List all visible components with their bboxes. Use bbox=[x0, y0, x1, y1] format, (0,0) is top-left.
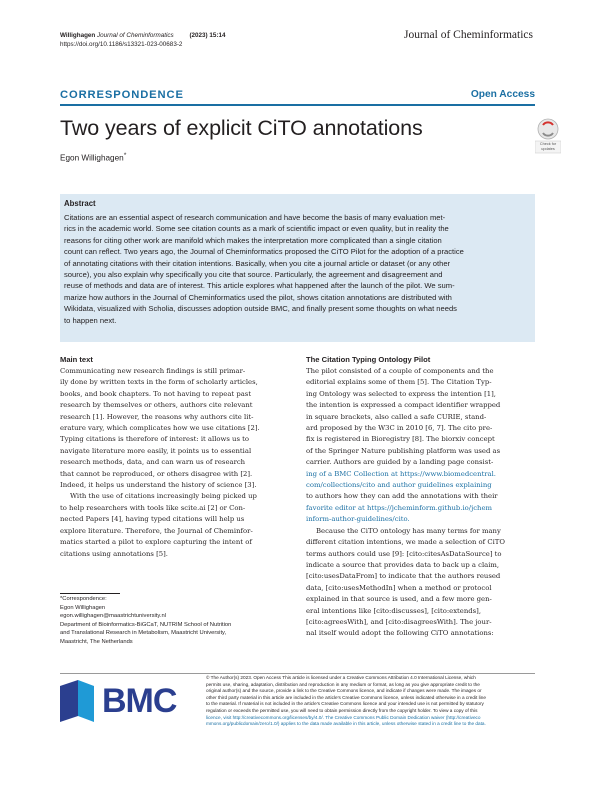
section-rule bbox=[60, 104, 535, 106]
body-line: ily done by written texts in the form of scholarly articles, bbox=[60, 378, 258, 387]
body-line: of the Springer Nature publishing platform was used as bbox=[306, 446, 501, 455]
abstract-line: marize how authors in the Journal of Cheminformatics used the pilot, shows citation annotations are distributed with bbox=[64, 292, 452, 302]
body-line: With the use of citations increasingly being picked up bbox=[70, 492, 257, 501]
main-text-heading: Main text bbox=[60, 355, 93, 364]
section-label: CORRESPONDENCE bbox=[60, 89, 184, 101]
body-line-link[interactable]: inform-author-guidelines/cito. bbox=[306, 515, 410, 524]
abstract-line: source), you also explain why specifically you cite that source. Particularly, the agreement and disagreement and bbox=[64, 270, 443, 280]
body-line: [cito:usesDataFrom] to indicate that the authors reused bbox=[306, 572, 501, 581]
body-line: Communicating new research findings is still primar- bbox=[60, 367, 246, 375]
body-line: fix is registered in Bioregistry [8]. The biorxiv concept bbox=[306, 435, 495, 444]
body-line: research by themselves or others, authors cite relevant bbox=[60, 401, 253, 410]
body-line: explore literature. Therefore, the Journal of Cheminfor- bbox=[60, 526, 253, 535]
footer-rule bbox=[60, 673, 535, 674]
body-line: carrier. Authors are guided by a landing page consist- bbox=[306, 458, 494, 467]
correspondence-affiliation: and Translational Research in Metabolism, Maastricht University, bbox=[60, 630, 227, 636]
bmc-logo bbox=[60, 680, 180, 727]
correspondence-label: *Correspondence: bbox=[60, 596, 107, 602]
bmc-logo-text: BMC bbox=[102, 682, 177, 720]
open-access-label: Open Access bbox=[470, 89, 535, 100]
body-line: The pilot consisted of a couple of components and the bbox=[306, 367, 494, 375]
abstract-line: reasons for citing other work are manifold which makes the interpretation more complicated than a single citation bbox=[64, 235, 442, 245]
left-column-text bbox=[60, 366, 289, 560]
body-line: indicate a source that provides data to back up a claim, bbox=[306, 560, 500, 569]
body-line: research methods, data, and can warn us of research bbox=[60, 458, 246, 467]
abstract-line: to happen next. bbox=[64, 315, 117, 325]
body-line: in square brackets, also called a safe CURIE, stand- bbox=[306, 412, 487, 421]
license-line: other third party material in this article are included in the article's Creative Commons licence, unless indicated otherwise in a credit line bbox=[206, 694, 486, 700]
body-line-link[interactable]: ing of a BMC Collection at https://www.biomedcentral. bbox=[306, 469, 496, 478]
body-line: ing Ontology was selected to express the intention [1], bbox=[306, 389, 496, 398]
abstract-line: rics in the academic world. Some see citation counts as a mark of scientific impact or even quality, but in reality the bbox=[64, 224, 449, 234]
body-line: erature vary, which complicates how we use citations [2]. bbox=[60, 424, 260, 433]
abstract-body bbox=[64, 212, 532, 326]
author-name[interactable]: Egon Willighagen bbox=[60, 153, 124, 163]
body-line: [cito:agreesWith], and [cito:disagreesWith]. The jour- bbox=[306, 617, 492, 626]
correspondence-affiliation: Department of Bioinformatics-BiGCaT, NUTRIM School of Nutrition bbox=[60, 621, 232, 628]
author-mark: * bbox=[123, 152, 127, 159]
body-line: citations using annotations [5]. bbox=[60, 549, 168, 558]
body-line: that cannot be reproduced, or others disagree with [2]. bbox=[60, 469, 253, 478]
header-year-volume: (2023) 15:14 bbox=[189, 32, 226, 39]
header-journal-cite: Journal of Cheminformatics bbox=[97, 32, 174, 39]
body-line: ard proposed by the W3C in 2010 [6, 7]. The cito pre- bbox=[306, 424, 493, 433]
body-line: data, [cito:usesMethodIn] when a method or protocol bbox=[306, 583, 492, 592]
running-header-citation bbox=[60, 31, 226, 49]
body-line: matics started a pilot to explore capturing the intent of bbox=[60, 538, 252, 547]
body-line: the intention is expressed a compact identifier wrapped bbox=[306, 401, 501, 410]
abstract-line: Wikidata, visualized with Scholia, discusses adoption outside BMC, and finally present some thoughts on what needs bbox=[64, 304, 457, 314]
body-line: to help researchers with tools like scite.ai [2] or Con- bbox=[60, 503, 246, 512]
header-doi[interactable]: https://doi.org/10.1186/s13321-023-00683-2 bbox=[60, 41, 183, 48]
license-line: permits use, sharing, adaptation, distribution and reproduction in any medium or format, as long as you give appropriate credit to the bbox=[206, 681, 480, 687]
abstract-line: Citations are an essential aspect of research communication and have become the basis of many evaluation met- bbox=[64, 213, 446, 222]
abstract-line: count can reflect. Two years ago, the Journal of Cheminformatics proposed the CiTO Pilot for the adoption of a practice bbox=[64, 247, 464, 257]
body-line: Typing citations is therefore of interest: it allows us to bbox=[60, 435, 250, 444]
body-line: explained in that source is used, and a few more gen- bbox=[306, 595, 492, 604]
correspondence-block bbox=[60, 595, 260, 646]
body-line: Indeed, it helps us understand the history of science [3]. bbox=[60, 481, 257, 490]
correspondence-affiliation: Maastricht, The Netherlands bbox=[60, 638, 133, 645]
check-for-updates-badge[interactable] bbox=[535, 118, 561, 154]
body-line: books, and book chapters. To not having to repeat past bbox=[60, 389, 252, 398]
body-line: navigate literature more easily, it points us to essential bbox=[60, 446, 252, 455]
body-line: editorial explains some of them [5]. The Citation Typ- bbox=[306, 378, 492, 387]
license-line: original author(s) and the source, provide a link to the Creative Commons licence, and indicate if changes were made. The images or bbox=[206, 688, 482, 694]
author-line bbox=[60, 152, 126, 163]
license-line: to the material. If material is not included in the article's Creative Commons licence and your intended use is not permitted by statutory bbox=[206, 701, 484, 707]
body-line: different citation intentions, we made a selection of CiTO bbox=[306, 538, 505, 547]
right-column-text bbox=[306, 366, 535, 640]
abstract-line: of annotating citations with their citation intentions. Basically, when you cite a journal article or dataset (or any other bbox=[64, 258, 451, 268]
article-title: Two years of explicit CiTO annotations bbox=[60, 116, 423, 140]
license-line: © The Author(s) 2023. Open Access This article is licensed under a Creative Commons Attribution 4.0 International License, which bbox=[206, 675, 476, 680]
license-line-link[interactable]: mmons.org/publicdomain/zero/1.0/) applies to the data made available in this article, unless otherwise stated in a credit line to the data. bbox=[206, 721, 486, 727]
body-line: research [1]. However, the reasons why authors cite lit- bbox=[60, 412, 254, 421]
body-line: nal itself would adopt the following CiTO annotations: bbox=[306, 629, 494, 638]
correspondence-rule bbox=[60, 593, 120, 594]
body-line: terms authors could use [9]: [cito:citesAsDataSource] to bbox=[306, 549, 502, 558]
cito-pilot-heading: The Citation Typing Ontology Pilot bbox=[306, 355, 431, 364]
abstract-line: reuse of methods and data are of interest. This article explores what happened after the launch of the pilot. We sum- bbox=[64, 281, 455, 291]
correspondence-email[interactable]: egon.willighagen@maastrichtuniversity.nl bbox=[60, 613, 166, 619]
journal-name: Journal of Cheminformatics bbox=[403, 29, 533, 41]
header-author: Willighagen bbox=[60, 32, 96, 39]
body-line: to authors how they can add the annotations with their bbox=[306, 492, 498, 501]
body-line: eral intentions like [cito:discusses], [cito:extends], bbox=[306, 606, 481, 615]
correspondence-name: Egon Willighagen bbox=[60, 604, 106, 611]
abstract-heading: Abstract bbox=[64, 199, 96, 208]
body-line: Because the CiTO ontology has many terms for many bbox=[316, 526, 501, 535]
body-line-link[interactable]: com/collections/cito and author guidelines explaining bbox=[306, 481, 492, 490]
license-text bbox=[206, 675, 536, 728]
body-line-link[interactable]: favorite editor at https://jcheminform.github.io/jchem bbox=[306, 503, 492, 512]
license-line: regulation or exceeds the permitted use, you will need to obtain permission directly from the copyright holder. To view a copy of this bbox=[206, 707, 478, 713]
license-line-link[interactable]: licence, visit http://creativecommons.org/licenses/by/4.0/. The Creative Commons Public Domain Dedication waiver (http://creativeco bbox=[206, 714, 481, 720]
body-line: nected Papers [4], having typed citations will help us bbox=[60, 515, 245, 524]
badge-label: Check for updates bbox=[539, 142, 557, 151]
